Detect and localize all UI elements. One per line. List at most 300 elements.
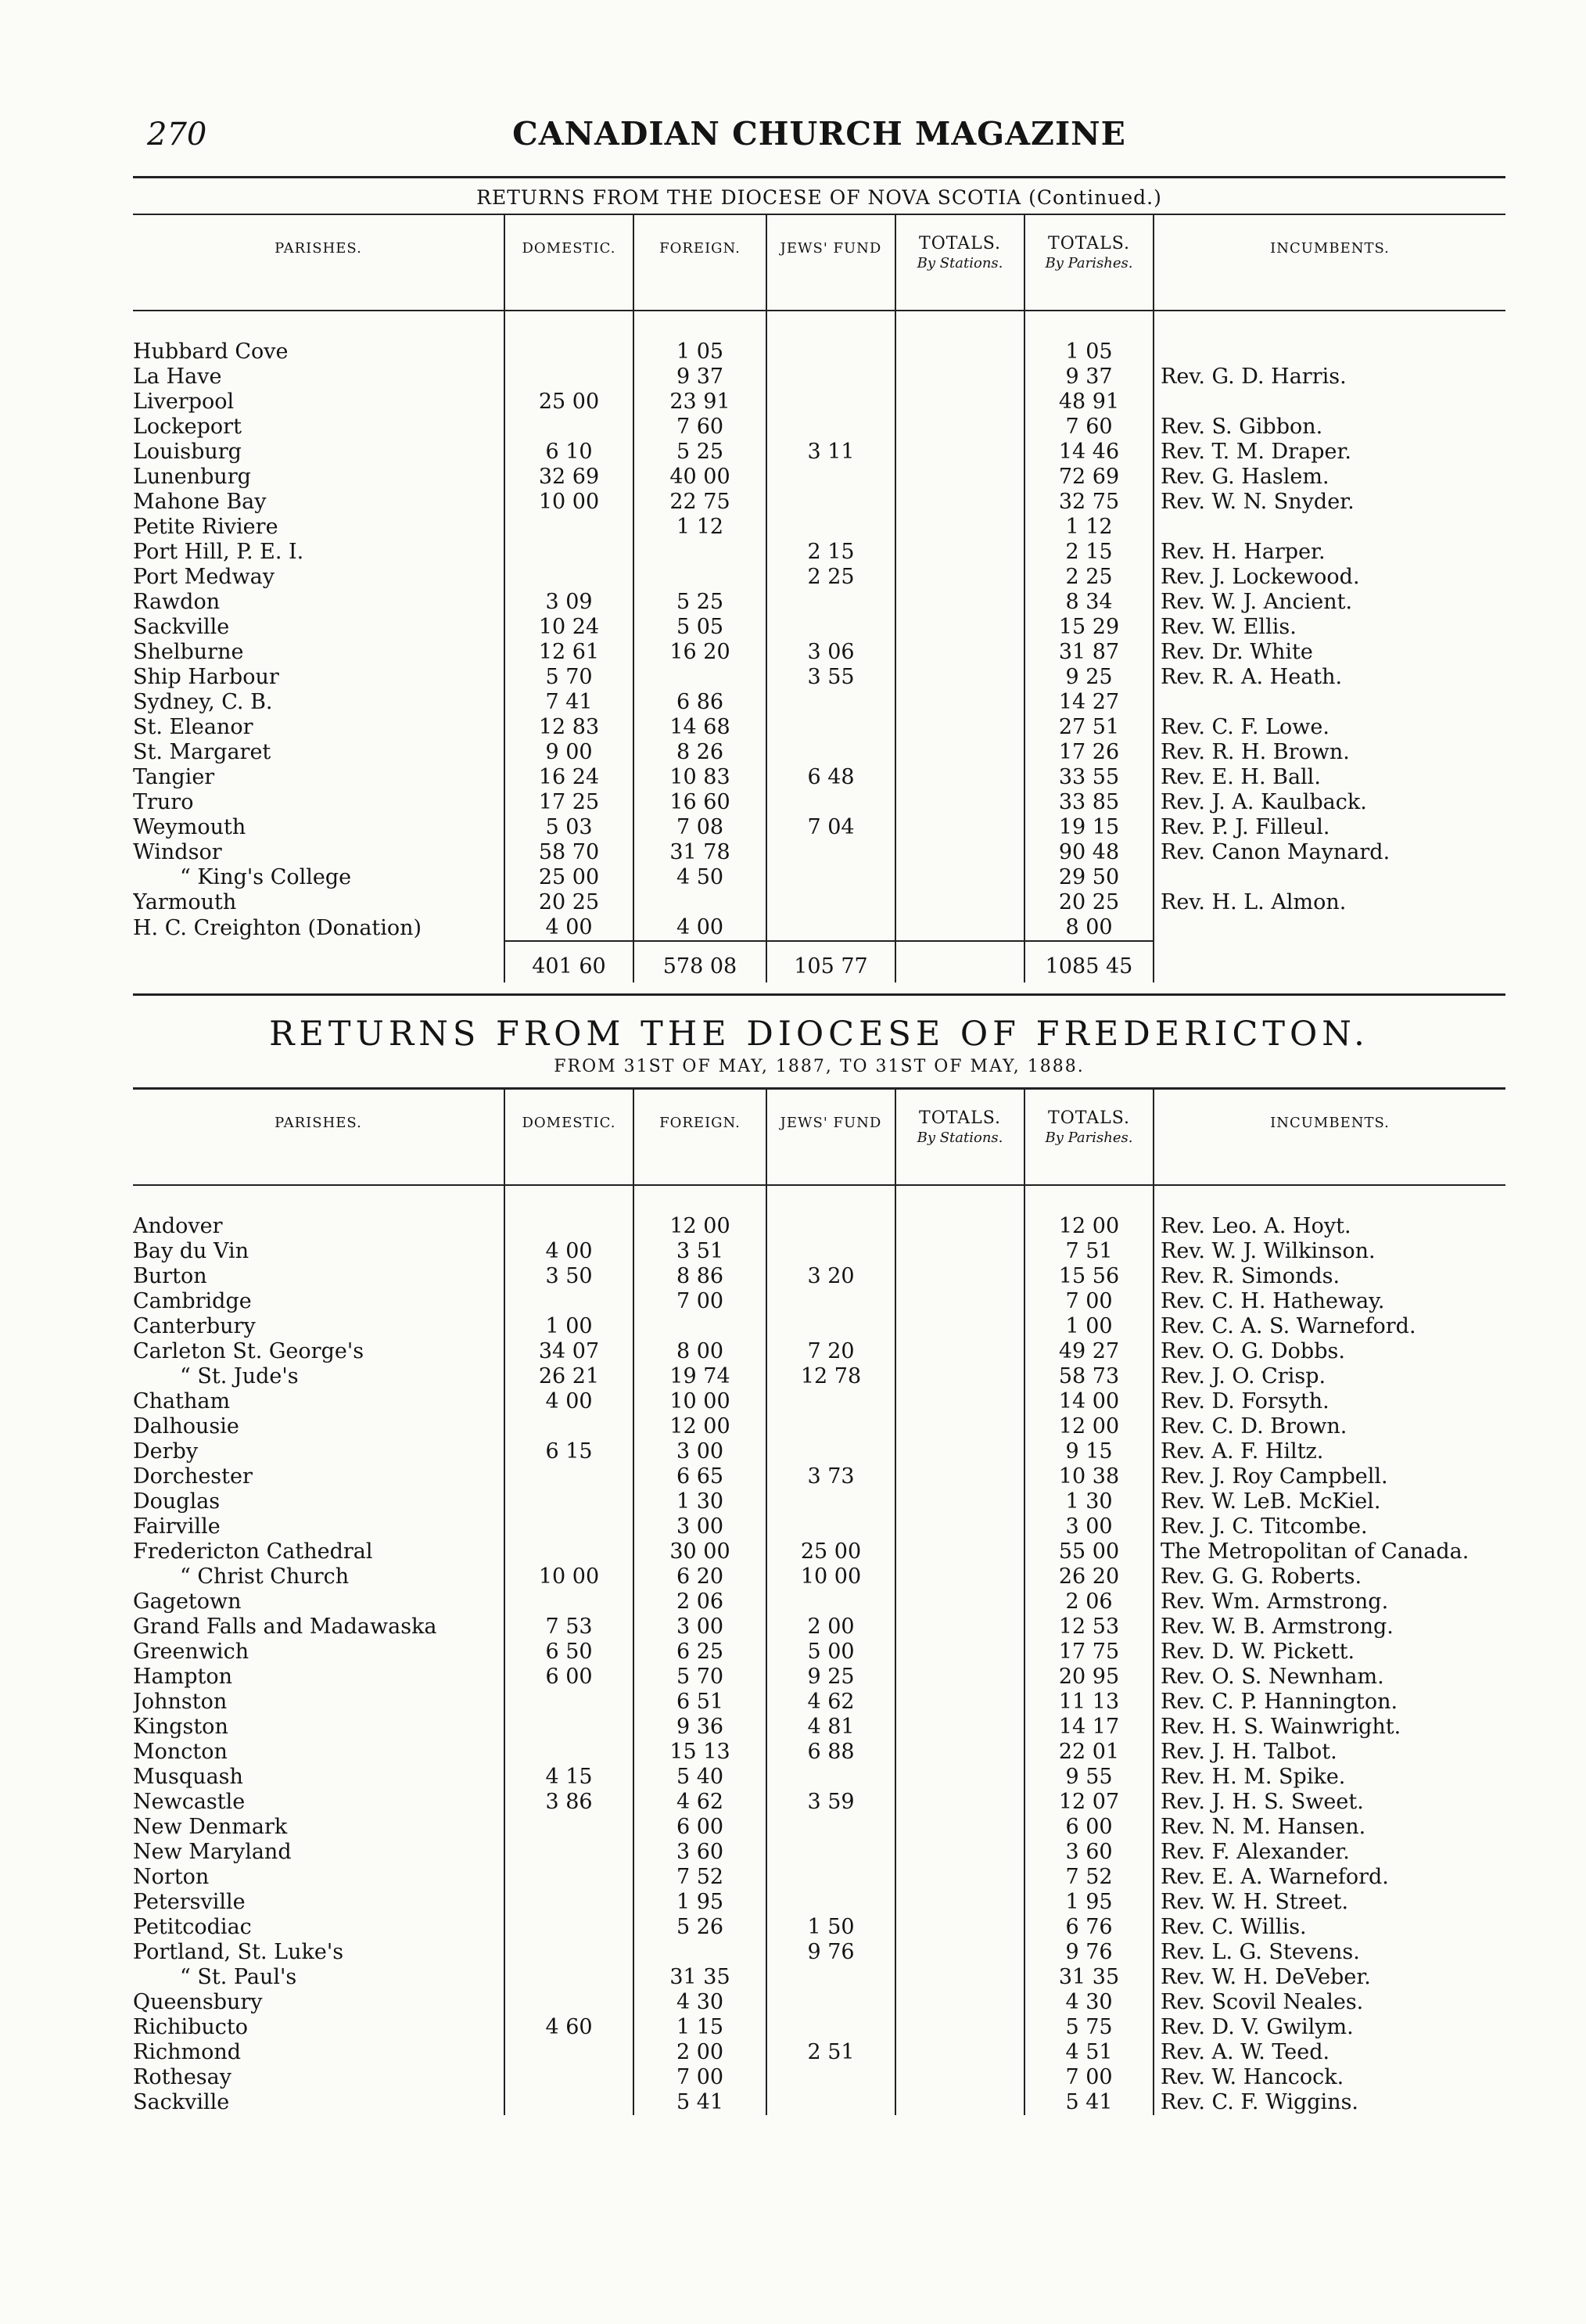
- totals-by-stations-value: [895, 390, 1024, 415]
- jews-fund-value: 2 00: [766, 1615, 895, 1640]
- foreign-value: 5 70: [633, 1665, 766, 1690]
- parish-name: Richibucto: [133, 2015, 504, 2040]
- table-row: [133, 1765, 1505, 1790]
- parish-name: St. Margaret: [133, 740, 504, 765]
- incumbent-name: Rev. R. Simonds.: [1161, 1264, 1340, 1288]
- totals-by-stations-value: [895, 465, 1024, 490]
- totals-by-stations-value: [895, 1314, 1024, 1339]
- foreign-value: 31 35: [633, 1965, 766, 1990]
- jews-fund-value: [766, 1815, 895, 1840]
- foreign-value: 16 20: [633, 640, 766, 665]
- totals-by-parishes-value: 14 46: [1024, 440, 1154, 465]
- totals-by-stations-value: [895, 1940, 1024, 1965]
- foreign-value: 6 51: [633, 1690, 766, 1715]
- table-row: [133, 515, 1505, 540]
- foreign-value: 3 60: [633, 1840, 766, 1865]
- foreign-value: [633, 665, 766, 690]
- incumbent-name: Rev. W. LeB. McKiel.: [1161, 1489, 1381, 1514]
- totals-by-parishes-value: 2 06: [1024, 1589, 1154, 1615]
- foreign-value: 8 00: [633, 1339, 766, 1364]
- jews-fund-value: 9 76: [766, 1940, 895, 1965]
- table-row: [133, 465, 1505, 490]
- totals-by-parishes-value: 26 20: [1024, 1564, 1154, 1589]
- parish-name: Queensbury: [133, 1990, 504, 2015]
- totals-by-stations-value: [895, 1239, 1024, 1264]
- totals-label: TOTALS.: [919, 1108, 1001, 1128]
- domestic-value: [504, 1965, 633, 1990]
- totals-by-parishes-value: 20 95: [1024, 1665, 1154, 1690]
- domestic-value: [504, 2065, 633, 2090]
- spacer-cell: [1154, 311, 1505, 339]
- incumbent-name: Rev. W. B. Armstrong.: [1161, 1615, 1394, 1639]
- totals-by-parishes-value: 8 00: [1024, 915, 1154, 941]
- col-domestic: DOMESTIC.: [504, 215, 633, 311]
- totals-by-parishes-value: 33 85: [1024, 790, 1154, 815]
- spacer-cell: [1154, 1185, 1505, 1214]
- spacer-cell: [633, 1185, 766, 1214]
- totals-by-parishes-value: 31 87: [1024, 640, 1154, 665]
- incumbent-name: Rev. R. A. Heath.: [1161, 665, 1343, 689]
- totals-by-parishes-value: 29 50: [1024, 865, 1154, 890]
- jews-fund-value: [766, 339, 895, 365]
- jews-fund-value: 2 51: [766, 2040, 895, 2065]
- fredericton-rows: [133, 1185, 1505, 2115]
- totals-by-parishes-value: 10 38: [1024, 1464, 1154, 1489]
- totals-by-stations-value: [895, 890, 1024, 915]
- incumbent-name: Rev. H. Harper.: [1161, 540, 1326, 564]
- totals-by-stations-value: [895, 1665, 1024, 1690]
- totals-by-parishes-value: 90 48: [1024, 840, 1154, 865]
- jews-fund-value: [766, 740, 895, 765]
- jews-fund-value: [766, 915, 895, 941]
- jews-fund-value: [766, 715, 895, 740]
- table-row: [133, 2090, 1505, 2115]
- fredericton-table: [133, 1090, 1505, 2115]
- parish-name: Hampton: [133, 1665, 504, 1690]
- jews-fund-value: 3 59: [766, 1790, 895, 1815]
- foreign-value: 5 41: [633, 2090, 766, 2115]
- parish-name: Yarmouth: [133, 890, 504, 915]
- parish-name: Sackville: [133, 2090, 504, 2115]
- jews-fund-value: [766, 1589, 895, 1615]
- table-row: [133, 740, 1505, 765]
- jews-fund-value: 2 25: [766, 565, 895, 590]
- totals-by-parishes-value: 27 51: [1024, 715, 1154, 740]
- totals-by-parishes-value: 9 76: [1024, 1940, 1154, 1965]
- domestic-value: [504, 1715, 633, 1740]
- totals-by-stations-value: [895, 1865, 1024, 1890]
- foreign-value: 6 86: [633, 690, 766, 715]
- jews-fund-value: [766, 490, 895, 515]
- domestic-value: 6 10: [504, 440, 633, 465]
- table-row: [133, 790, 1505, 815]
- totals-by-parishes-value: 7 52: [1024, 1865, 1154, 1890]
- table-row: [133, 1665, 1505, 1690]
- jews-fund-value: [766, 1765, 895, 1790]
- col-jews-fund: JEWS' FUND: [766, 1090, 895, 1185]
- totals-by-stations-value: [895, 1414, 1024, 1439]
- incumbent-name: Rev. W. J. Ancient.: [1161, 590, 1353, 614]
- table-row: [133, 540, 1505, 565]
- incumbent-name: Rev. T. M. Draper.: [1161, 440, 1351, 464]
- parish-name: Petersville: [133, 1890, 504, 1915]
- table-row: [133, 1389, 1505, 1414]
- foreign-value: [633, 540, 766, 565]
- foreign-value: 2 06: [633, 1589, 766, 1615]
- incumbent-name: Rev. W. N. Snyder.: [1161, 490, 1355, 514]
- foreign-value: 10 00: [633, 1389, 766, 1414]
- col-jews-fund: JEWS' FUND: [766, 215, 895, 311]
- incumbent-name: Rev. J. O. Crisp.: [1161, 1364, 1326, 1388]
- totals-by-parishes-value: 55 00: [1024, 1539, 1154, 1564]
- incumbent-name: Rev. A. W. Teed.: [1161, 2040, 1330, 2064]
- totals-by-parishes-value: 31 35: [1024, 1965, 1154, 1990]
- spacer-cell: [766, 1185, 895, 1214]
- incumbent-name: Rev. W. Hancock.: [1161, 2065, 1344, 2089]
- col-domestic: DOMESTIC.: [504, 1090, 633, 1185]
- totals-by-stations-value: [895, 339, 1024, 365]
- jews-fund-value: [766, 840, 895, 865]
- parish-name: St. Eleanor: [133, 715, 504, 740]
- totals-by-stations-value: [895, 1690, 1024, 1715]
- totals-by-stations-value: [895, 540, 1024, 565]
- domestic-value: [504, 339, 633, 365]
- domestic-value: 10 24: [504, 615, 633, 640]
- parish-name: Musquash: [133, 1765, 504, 1790]
- table-row: [133, 1865, 1505, 1890]
- foreign-value: 5 40: [633, 1765, 766, 1790]
- jews-fund-value: [766, 415, 895, 440]
- table-row: [133, 1214, 1505, 1239]
- parish-name: Sackville: [133, 615, 504, 640]
- foreign-value: 1 30: [633, 1489, 766, 1514]
- foreign-value: 3 00: [633, 1514, 766, 1539]
- col-totals-parishes: [1024, 215, 1154, 311]
- table-row: [133, 1314, 1505, 1339]
- incumbent-name: Rev. Wm. Armstrong.: [1161, 1589, 1389, 1614]
- table-row: [133, 1690, 1505, 1715]
- parish-name: La Have: [133, 365, 504, 390]
- domestic-value: [504, 1589, 633, 1615]
- page-number: 270: [147, 117, 207, 153]
- domestic-value: 17 25: [504, 790, 633, 815]
- jews-fund-value: [766, 1239, 895, 1264]
- by-parishes-label: By Parishes.: [1045, 255, 1133, 271]
- table-row: [133, 415, 1505, 440]
- parish-name: Douglas: [133, 1489, 504, 1514]
- table-row: [133, 1439, 1505, 1464]
- jews-fund-value: 25 00: [766, 1539, 895, 1564]
- totals-by-parishes-value: 6 00: [1024, 1815, 1154, 1840]
- domestic-value: [504, 365, 633, 390]
- domestic-value: [504, 1289, 633, 1314]
- incumbent-name: Rev. R. H. Brown.: [1161, 740, 1350, 764]
- foreign-value: 12 00: [633, 1214, 766, 1239]
- totals-by-stations-value: [895, 915, 1024, 941]
- nova-scotia-rows: [133, 311, 1505, 982]
- jews-fund-value: 3 20: [766, 1264, 895, 1289]
- by-stations-label: By Stations.: [917, 1130, 1003, 1146]
- totals-by-parishes-value: 12 53: [1024, 1615, 1154, 1640]
- totals-by-stations-value: [895, 1915, 1024, 1940]
- table-row: [133, 815, 1505, 840]
- parish-name: Lockeport: [133, 415, 504, 440]
- incumbent-name: Rev. J. Roy Campbell.: [1161, 1464, 1388, 1489]
- parish-name: Rothesay: [133, 2065, 504, 2090]
- parish-name: Petitcodiac: [133, 1915, 504, 1940]
- table-row: [133, 1740, 1505, 1765]
- col-totals-stations: [895, 1090, 1024, 1185]
- foreign-value: 5 25: [633, 590, 766, 615]
- parish-name: Carleton St. George's: [133, 1339, 504, 1364]
- foreign-value: 12 00: [633, 1414, 766, 1439]
- jews-fund-value: [766, 1865, 895, 1890]
- incumbent-name: [1154, 690, 1505, 715]
- incumbent-name: Rev. D. W. Pickett.: [1161, 1640, 1355, 1664]
- foreign-value: [633, 890, 766, 915]
- domestic-total: 401 60: [504, 941, 633, 982]
- foreign-value: 8 26: [633, 740, 766, 765]
- parish-name: Liverpool: [133, 390, 504, 415]
- table-row: [133, 665, 1505, 690]
- totals-by-parishes-value: 2 25: [1024, 565, 1154, 590]
- totals-by-parishes-value: 3 60: [1024, 1840, 1154, 1865]
- table-row: [133, 615, 1505, 640]
- domestic-value: 10 00: [504, 1564, 633, 1589]
- totals-by-stations-value: [895, 415, 1024, 440]
- foreign-value: 4 50: [633, 865, 766, 890]
- domestic-value: [504, 1690, 633, 1715]
- foreign-value: 14 68: [633, 715, 766, 740]
- domestic-value: 58 70: [504, 840, 633, 865]
- domestic-value: [504, 1414, 633, 1439]
- domestic-value: 12 61: [504, 640, 633, 665]
- jews-fund-value: 6 48: [766, 765, 895, 790]
- domestic-value: [504, 1539, 633, 1564]
- incumbent-name: Rev. J. Lockewood.: [1161, 565, 1360, 589]
- totals-by-stations-value: [895, 1514, 1024, 1539]
- foreign-value: 6 25: [633, 1640, 766, 1665]
- incumbent-name: [1154, 515, 1505, 540]
- totals-by-parishes-value: 19 15: [1024, 815, 1154, 840]
- incumbent-name: Rev. H. M. Spike.: [1161, 1765, 1346, 1789]
- foreign-value: 7 08: [633, 815, 766, 840]
- spacer-cell: [766, 311, 895, 339]
- col-incumbents: INCUMBENTS.: [1154, 1090, 1505, 1185]
- totals-by-stations-value: [895, 815, 1024, 840]
- parish-name: “ Christ Church: [133, 1564, 504, 1589]
- col-foreign: FOREIGN.: [633, 1090, 766, 1185]
- totals-row: [133, 941, 1505, 982]
- incumbent-name: Rev. F. Alexander.: [1161, 1840, 1350, 1864]
- foreign-value: 6 65: [633, 1464, 766, 1489]
- table-row: [133, 1239, 1505, 1264]
- table-row: [133, 1564, 1505, 1589]
- incumbent-name: Rev. J. A. Kaulback.: [1161, 790, 1367, 814]
- jews-fund-value: [766, 1414, 895, 1439]
- domestic-value: [504, 1915, 633, 1940]
- table-row: [133, 890, 1505, 915]
- totals-by-parishes-value: 11 13: [1024, 1690, 1154, 1715]
- table-row: [133, 1640, 1505, 1665]
- parish-name: Chatham: [133, 1389, 504, 1414]
- domestic-value: [504, 1890, 633, 1915]
- parish-name: Burton: [133, 1264, 504, 1289]
- parish-name: Port Hill, P. E. I.: [133, 540, 504, 565]
- foreign-value: 5 26: [633, 1915, 766, 1940]
- totals-by-parishes-value: 22 01: [1024, 1740, 1154, 1765]
- table-row: [133, 1414, 1505, 1439]
- parish-name: “ King's College: [133, 865, 504, 890]
- parish-name: Dorchester: [133, 1464, 504, 1489]
- totals-by-parishes-value: 6 76: [1024, 1915, 1154, 1940]
- domestic-value: 7 53: [504, 1615, 633, 1640]
- domestic-value: 5 03: [504, 815, 633, 840]
- foreign-value: [633, 1940, 766, 1965]
- totals-by-parishes-value: 15 29: [1024, 615, 1154, 640]
- table-row: [133, 765, 1505, 790]
- totals-by-stations-value: [895, 1815, 1024, 1840]
- totals-by-parishes-value: 9 37: [1024, 365, 1154, 390]
- incumbent-name: Rev. A. F. Hiltz.: [1161, 1439, 1324, 1464]
- totals-by-stations-value: [895, 1589, 1024, 1615]
- table-row: [133, 1514, 1505, 1539]
- totals-by-parishes-value: 7 00: [1024, 2065, 1154, 2090]
- domestic-value: [504, 1990, 633, 2015]
- parish-name: Windsor: [133, 840, 504, 865]
- totals-by-parishes-value: 12 00: [1024, 1414, 1154, 1439]
- domestic-value: 6 15: [504, 1439, 633, 1464]
- parish-name: Port Medway: [133, 565, 504, 590]
- parish-name: Moncton: [133, 1740, 504, 1765]
- jews-fund-value: [766, 1514, 895, 1539]
- domestic-value: 10 00: [504, 490, 633, 515]
- totals-by-parishes-value: 58 73: [1024, 1364, 1154, 1389]
- totals-label: TOTALS.: [919, 234, 1001, 253]
- parish-name: Fairville: [133, 1514, 504, 1539]
- jews-fund-value: 3 11: [766, 440, 895, 465]
- totals-by-stations-value: [895, 1539, 1024, 1564]
- parish-name: Grand Falls and Madawaska: [133, 1615, 504, 1640]
- jews-fund-value: [766, 1990, 895, 2015]
- totals-by-stations-value: [895, 2065, 1024, 2090]
- incumbent-name: Rev. W. J. Wilkinson.: [1161, 1239, 1376, 1263]
- jews-fund-value: [766, 1965, 895, 1990]
- domestic-value: 3 50: [504, 1264, 633, 1289]
- totals-by-stations-value: [895, 865, 1024, 890]
- jews-fund-value: [766, 1314, 895, 1339]
- incumbent-name: Rev. O. S. Newnham.: [1161, 1665, 1384, 1689]
- foreign-value: 4 62: [633, 1790, 766, 1815]
- totals-by-stations-value: [895, 565, 1024, 590]
- totals-by-stations-value: [895, 2090, 1024, 2115]
- parish-name: Tangier: [133, 765, 504, 790]
- parish-name: “ St. Jude's: [133, 1364, 504, 1389]
- jews-fund-value: 3 06: [766, 640, 895, 665]
- totals-by-parishes-value: 15 56: [1024, 1264, 1154, 1289]
- parish-name: Mahone Bay: [133, 490, 504, 515]
- spacer-cell: [895, 311, 1024, 339]
- jews-fund-value: 9 25: [766, 1665, 895, 1690]
- domestic-value: 26 21: [504, 1364, 633, 1389]
- incumbent-name: Rev. W. Ellis.: [1161, 615, 1297, 639]
- domestic-value: 32 69: [504, 465, 633, 490]
- parish-name: Fredericton Cathedral: [133, 1539, 504, 1564]
- domestic-value: 4 00: [504, 1389, 633, 1414]
- incumbent-name: Rev. Dr. White: [1161, 640, 1313, 664]
- incumbent-name: Rev. D. Forsyth.: [1161, 1389, 1329, 1413]
- table-row: [133, 390, 1505, 415]
- jews-fund-value: 4 62: [766, 1690, 895, 1715]
- totals-label: TOTALS.: [1048, 1108, 1130, 1128]
- parish-name: Kingston: [133, 1715, 504, 1740]
- totals-by-stations-value: [895, 365, 1024, 390]
- table-row: [133, 1489, 1505, 1514]
- foreign-value: 5 25: [633, 440, 766, 465]
- spacer-row: [133, 1185, 1505, 1214]
- spacer-cell: [633, 311, 766, 339]
- totals-by-parishes-value: 1 12: [1024, 515, 1154, 540]
- totals-by-parishes-value: 17 75: [1024, 1640, 1154, 1665]
- totals-by-stations-value: [895, 515, 1024, 540]
- parish-name: New Maryland: [133, 1840, 504, 1865]
- table-row: [133, 1815, 1505, 1840]
- nova-scotia-table: [133, 215, 1505, 982]
- domestic-value: 5 70: [504, 665, 633, 690]
- table-row: [133, 565, 1505, 590]
- parish-name: “ St. Paul's: [133, 1965, 504, 1990]
- table-row: [133, 690, 1505, 715]
- incumbent-name: [1154, 865, 1505, 890]
- table-row: [133, 1790, 1505, 1815]
- incumbent-name: Rev. C. D. Brown.: [1161, 1414, 1347, 1439]
- foreign-value: 7 52: [633, 1865, 766, 1890]
- table-row: [133, 1940, 1505, 1965]
- jews-fund-value: [766, 390, 895, 415]
- table-row: [133, 1915, 1505, 1940]
- incumbent-name: Rev. S. Gibbon.: [1161, 415, 1323, 439]
- jews-fund-value: 4 81: [766, 1715, 895, 1740]
- totals-by-parishes-value: 1 05: [1024, 339, 1154, 365]
- totals-label-cell: [133, 941, 504, 982]
- parish-name: Weymouth: [133, 815, 504, 840]
- parish-name: Newcastle: [133, 1790, 504, 1815]
- spacer-cell: [504, 311, 633, 339]
- jews-fund-value: [766, 615, 895, 640]
- magazine-title: CANADIAN CHURCH MAGAZINE: [512, 115, 1126, 153]
- totals-by-stations-value: [895, 2040, 1024, 2065]
- incumbent-name: Rev. N. M. Hansen.: [1161, 1815, 1366, 1839]
- totals-by-stations-value: [895, 1615, 1024, 1640]
- incumbent-name: Rev. J. H. Talbot.: [1161, 1740, 1337, 1764]
- domestic-value: [504, 1214, 633, 1239]
- incumbent-name: [1154, 915, 1505, 941]
- foreign-value: 16 60: [633, 790, 766, 815]
- totals-by-stations-value: [895, 490, 1024, 515]
- totals-by-parishes-value: 9 15: [1024, 1439, 1154, 1464]
- jews-fund-value: [766, 1489, 895, 1514]
- jews-fund-value: [766, 515, 895, 540]
- incumbent-name: Rev. G. G. Roberts.: [1161, 1564, 1362, 1589]
- incumbent-name: Rev. O. G. Dobbs.: [1161, 1339, 1345, 1363]
- incumbent-name: Rev. Canon Maynard.: [1161, 840, 1390, 864]
- totals-by-stations-value: [895, 715, 1024, 740]
- parish-name: Derby: [133, 1439, 504, 1464]
- totals-by-parishes-value: 9 25: [1024, 665, 1154, 690]
- foreign-value: 7 00: [633, 1289, 766, 1314]
- incumbent-name: Rev. C. F. Lowe.: [1161, 715, 1329, 739]
- parish-name: Johnston: [133, 1690, 504, 1715]
